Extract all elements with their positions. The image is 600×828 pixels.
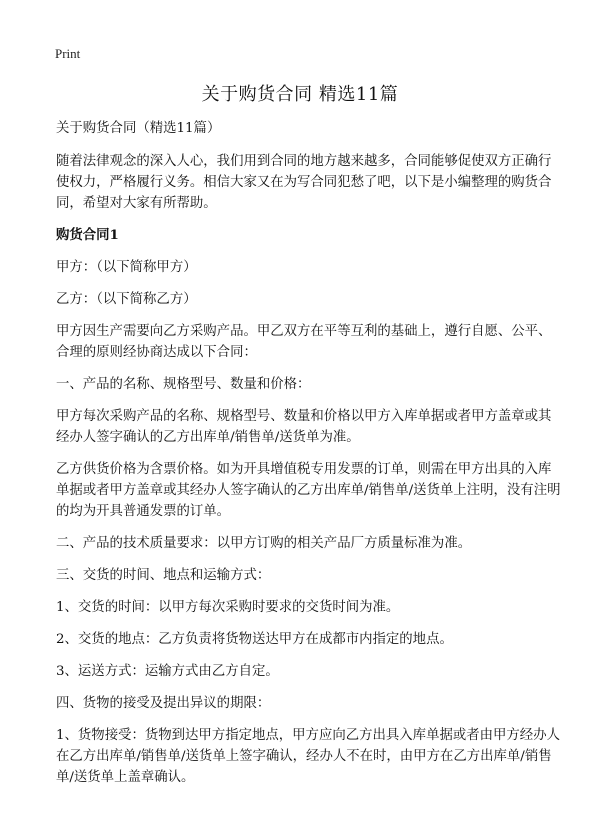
clause-paragraph: 乙方供货价格为含票价格。如为开具增值税专用发票的订单，则需在甲方出具的入库单据或者甲方盖章或其经办人签字确认的乙方出库单/销售单/送货单上注明，没有注明的均为开具普通发票的订单。 bbox=[56, 462, 561, 519]
party-b-line: 乙方：（以下简称乙方） bbox=[56, 292, 197, 307]
clause-item: 1、交货的时间：以甲方每次采购时要求的交货时间为准。 bbox=[56, 600, 400, 615]
section-heading: 购货合同1 bbox=[56, 227, 119, 243]
print-link[interactable]: Print bbox=[55, 46, 81, 61]
page-title: 关于购货合同 精选11篇 bbox=[201, 84, 399, 105]
party-a-line: 甲方：（以下简称甲方） bbox=[56, 260, 197, 275]
document-subtitle: 关于购货合同（精选11篇） bbox=[56, 121, 221, 136]
clause-heading-4: 四、货物的接受及提出异议的期限： bbox=[56, 696, 271, 711]
clause-heading-1: 一、产品的名称、规格型号、数量和价格： bbox=[56, 377, 311, 392]
contract-preamble: 甲方因生产需要向乙方采购产品。甲乙双方在平等互利的基础上，遵行自愿、公平、合理的原则经协商达成以下合同： bbox=[56, 324, 552, 360]
clause-item: 1、货物接受：货物到达甲方指定地点，甲方应向乙方出具入库单据或者由甲方经办人在乙方出库单/销售单/送货单上签字确认，经办人不在时，由甲方在乙方出库单/销售单/送货单上盖章确认。 bbox=[56, 728, 560, 785]
clause-paragraph: 甲方每次采购产品的名称、规格型号、数量和价格以甲方入库单据或者甲方盖章或其经办人签字确认的乙方出库单/销售单/送货单为准。 bbox=[56, 409, 552, 445]
clause-heading-2: 二、产品的技术质量要求：以甲方订购的相关产品厂方质量标准为准。 bbox=[56, 536, 472, 551]
intro-paragraph: 随着法律观念的深入人心，我们用到合同的地方越来越多，合同能够促使双方正确行使权力，严格履行义务。相信大家又在为写合同犯愁了吧，以下是小编整理的购货合同，希望对大家有所帮助。 bbox=[56, 154, 552, 211]
clause-item: 3、运送方式：运输方式由乙方自定。 bbox=[56, 664, 279, 679]
clause-item: 2、交货的地点：乙方负责将货物送达甲方在成都市内指定的地点。 bbox=[56, 632, 453, 647]
clause-heading-3: 三、交货的时间、地点和运输方式： bbox=[56, 568, 271, 583]
document-body bbox=[56, 118, 562, 799]
